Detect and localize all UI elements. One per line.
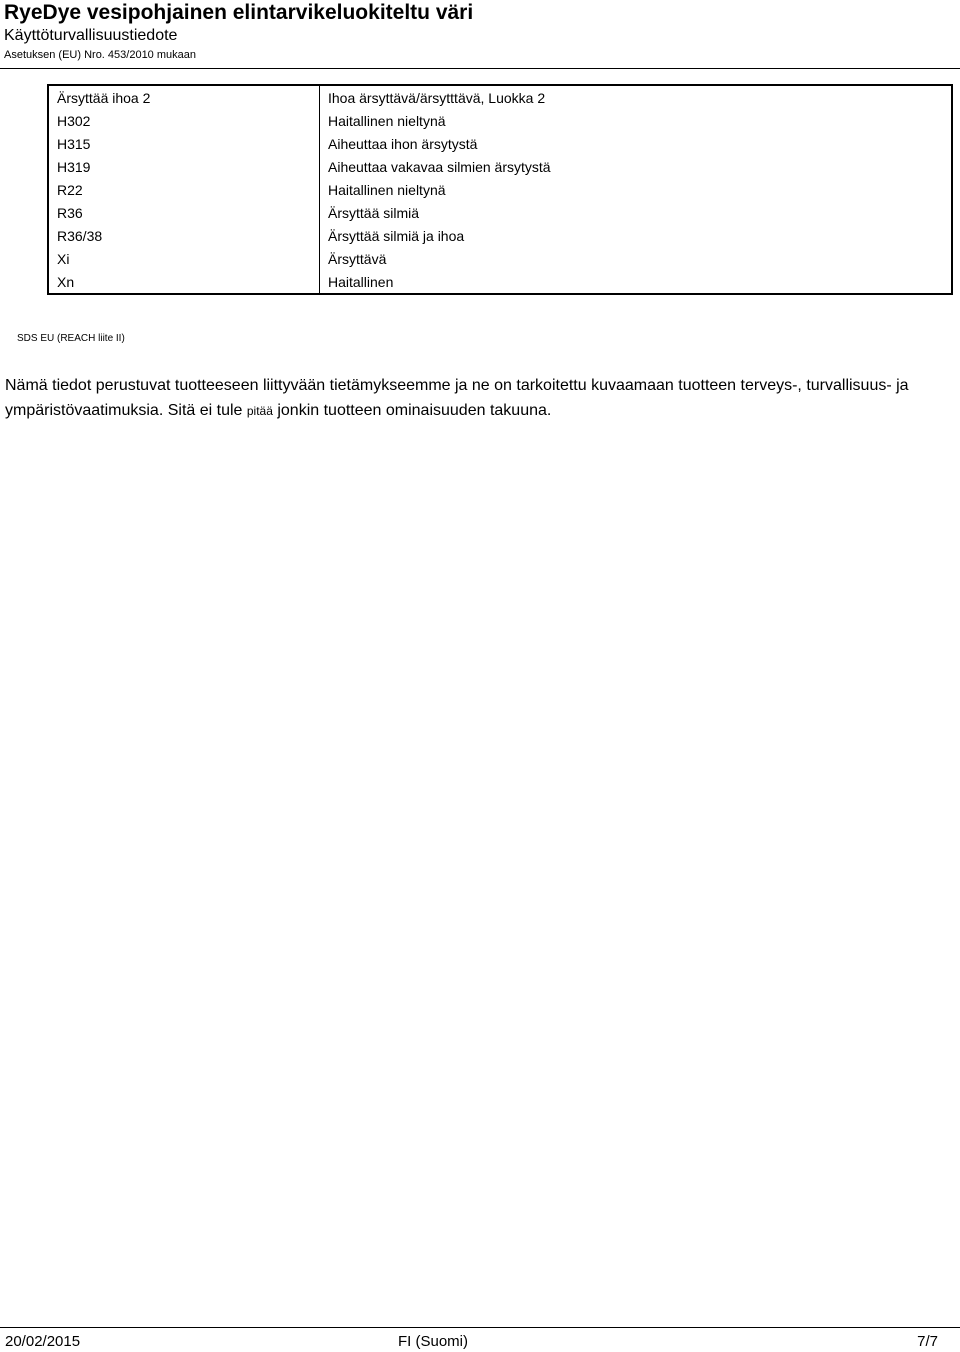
hazard-code: H302 (48, 109, 320, 132)
hazard-code: H319 (48, 155, 320, 178)
hazard-description: Aiheuttaa ihon ärsytystä (320, 132, 953, 155)
table-row (48, 109, 952, 132)
hazard-description: Haitallinen nieltynä (320, 178, 953, 201)
table-row (48, 224, 952, 247)
hazard-code: R36 (48, 201, 320, 224)
hazard-description: Ärsyttää silmiä ja ihoa (320, 224, 953, 247)
hazard-description: Aiheuttaa vakavaa silmien ärsytystä (320, 155, 953, 178)
footer-page-number: 7/7 (917, 1333, 938, 1350)
disclaimer-text-part2: jonkin tuotteen ominaisuuden takuuna. (272, 402, 552, 419)
hazard-code: Ärsyttää ihoa 2 (48, 85, 320, 109)
table-row (48, 178, 952, 201)
hazard-description: Ärsyttävä (320, 247, 953, 270)
table-row (48, 201, 952, 224)
hazard-table (47, 84, 953, 295)
footer-language: FI (Suomi) (398, 1333, 469, 1350)
document-title: RyeDye vesipohjainen elintarvikeluokiteltu väri (4, 1, 474, 24)
hazard-description: Haitallinen (320, 270, 953, 294)
section-label: SDS EU (REACH liite II) (17, 333, 125, 344)
hazard-code: R22 (48, 178, 320, 201)
hazard-description: Ärsyttää silmiä (320, 201, 953, 224)
hazard-description: Haitallinen nieltynä (320, 109, 953, 132)
table-row (48, 85, 952, 109)
header-divider (0, 68, 960, 69)
hazard-code: Xn (48, 270, 320, 294)
footer-date: 20/02/2015 (5, 1333, 81, 1350)
hazard-code: R36/38 (48, 224, 320, 247)
hazard-code: Xi (48, 247, 320, 270)
table-row (48, 270, 952, 294)
footer-divider (0, 1327, 960, 1328)
disclaimer-text-part1: Nämä tiedot perustuvat tuotteeseen liittyvään tietämykseemme ja ne on tarkoitettu kuvaamaan tuotteen terveys-, turvallisuus- ja ympäristövaatimuksia. Sitä ei tule (5, 377, 909, 419)
hazard-code: H315 (48, 132, 320, 155)
regulation-note: Asetuksen (EU) Nro. 453/2010 mukaan (4, 49, 196, 61)
document-subtitle: Käyttöturvallisuustiedote (4, 27, 178, 44)
disclaimer-small-word: pitää (246, 404, 273, 418)
document-header (4, 0, 473, 64)
table-row (48, 155, 952, 178)
disclaimer-paragraph (5, 373, 955, 424)
hazard-description: Ihoa ärsyttävä/ärsytttävä, Luokka 2 (320, 85, 953, 109)
table-row (48, 247, 952, 270)
table-row (48, 132, 952, 155)
